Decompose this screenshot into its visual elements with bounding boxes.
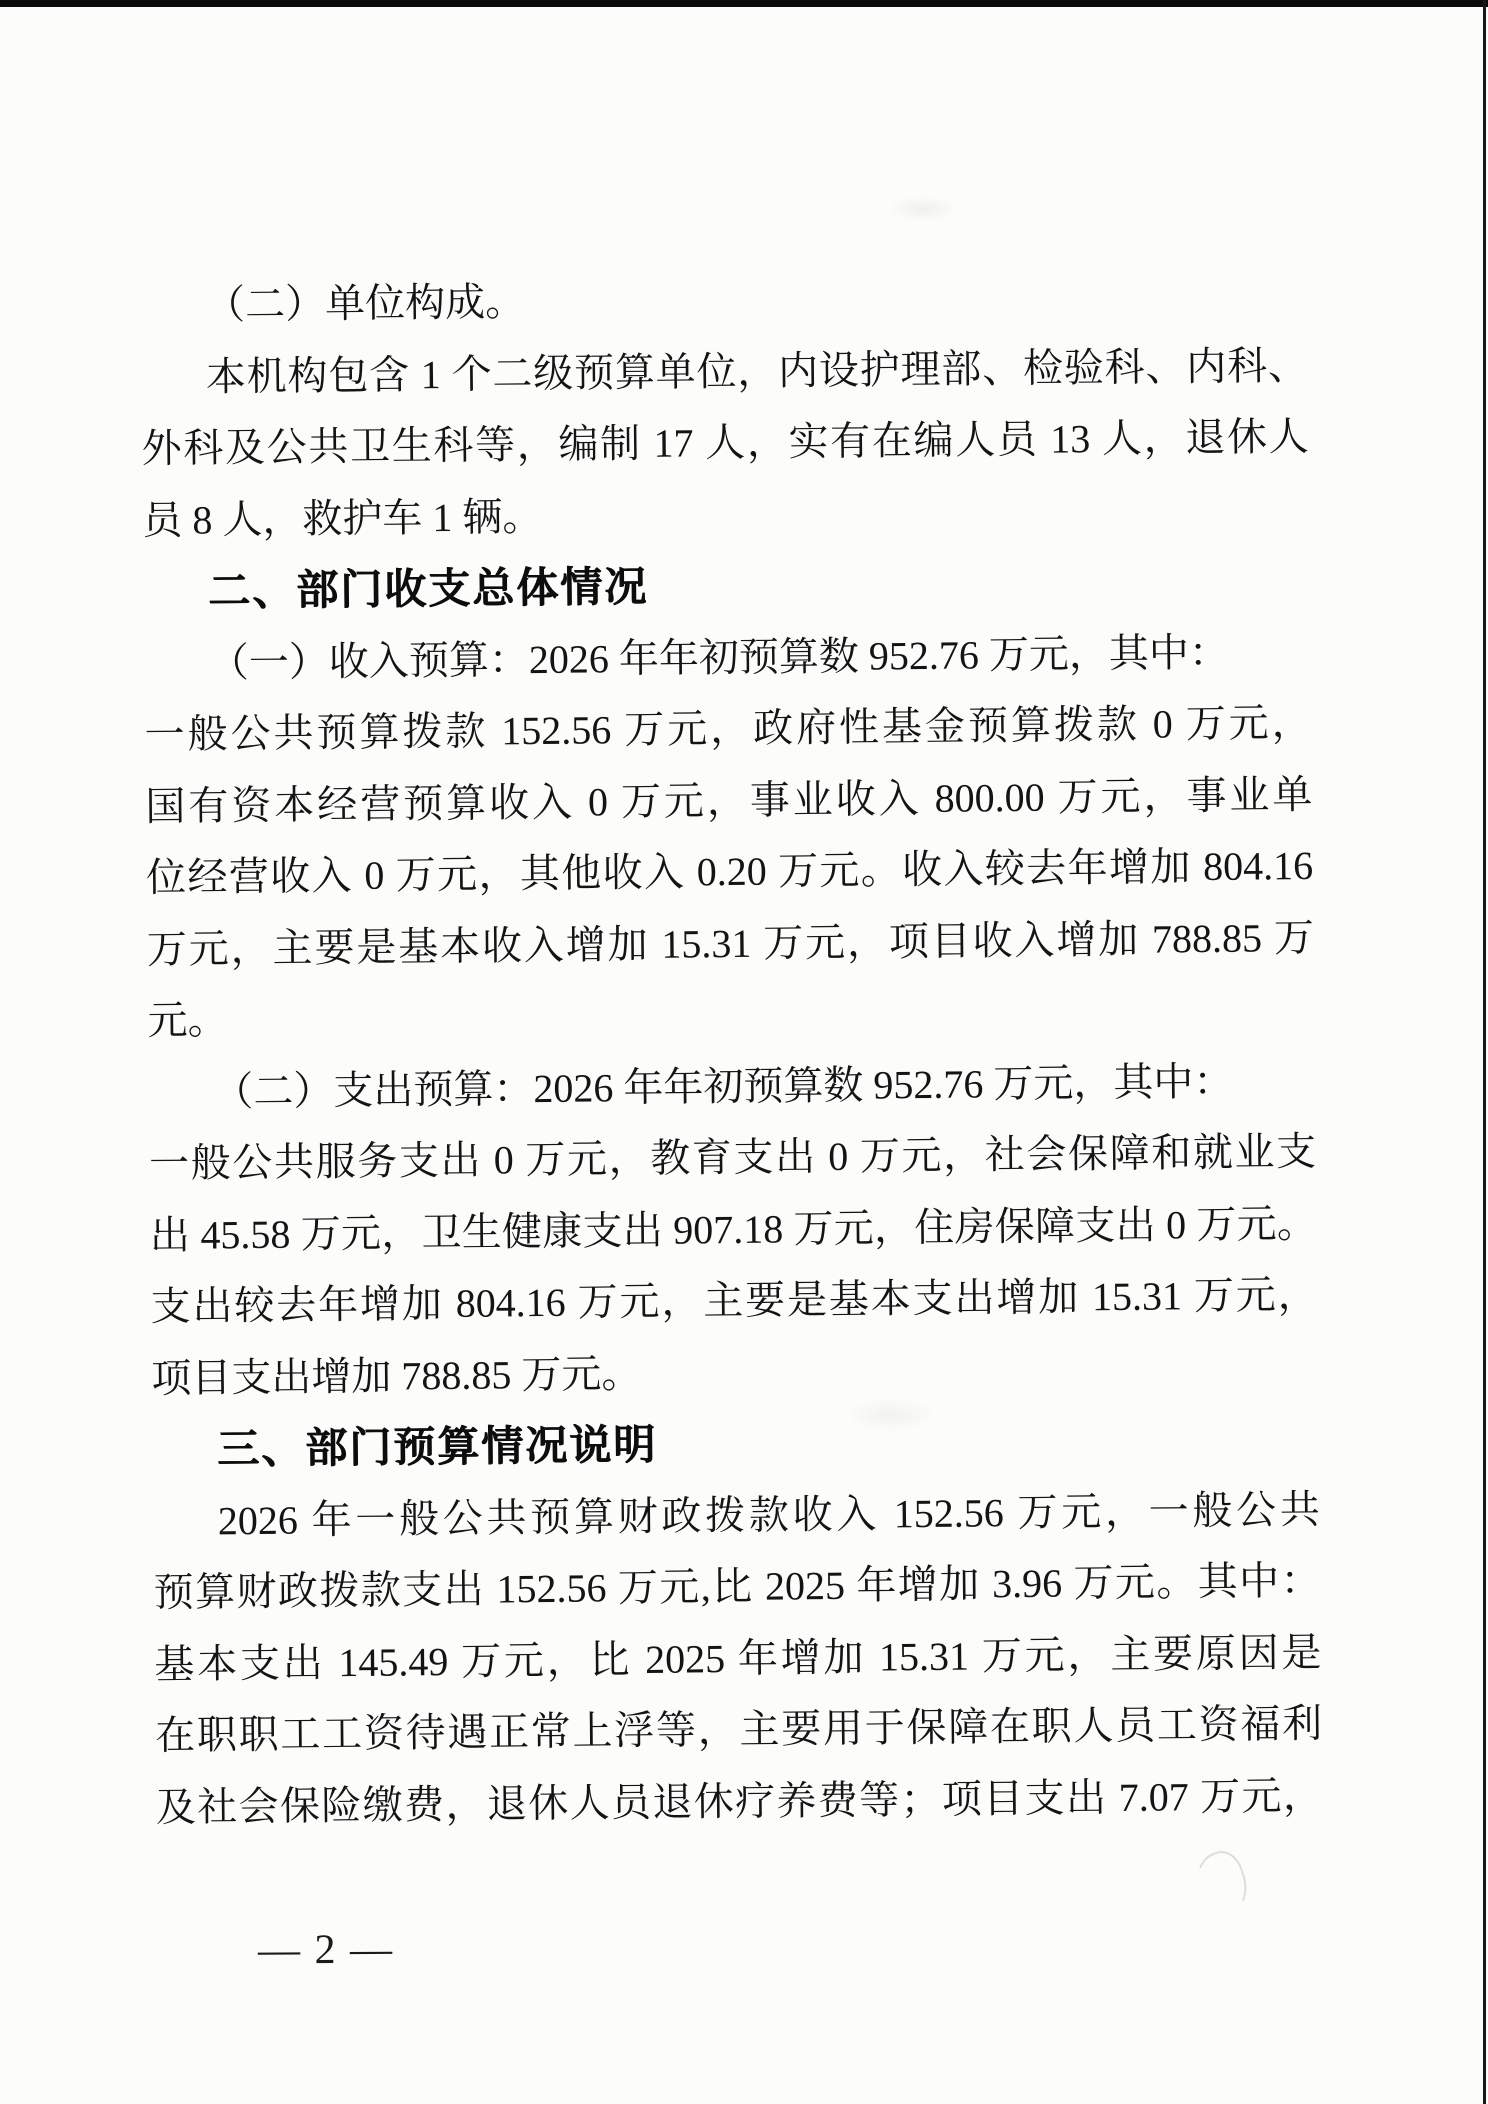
text-line: 本机构包含 1 个二级预算单位，内设护理部、检验科、内科、 bbox=[205, 342, 1309, 399]
text-line: （二）支出预算：2026 年年初预算数 952.76 万元，其中： bbox=[213, 1058, 1234, 1114]
text-line: 及社会保险缴费，退休人员退休疗养费等；项目支出 7.07 万元， bbox=[155, 1772, 1324, 1830]
text-line: 外科及公共卫生科等，编制 17 人，实有在编人员 13 人，退休人 bbox=[141, 413, 1309, 472]
scan-edge-right-line bbox=[1483, 0, 1486, 2104]
text-line: 一般公共预算拨款 152.56 万元，政府性基金预算拨款 0 万元， bbox=[144, 699, 1312, 758]
text-line: 一般公共服务支出 0 万元，教育支出 0 万元，社会保障和就业支 bbox=[148, 1128, 1317, 1187]
scan-edge-top-bar bbox=[0, 0, 1488, 7]
text-line: （二）单位构成。 bbox=[204, 279, 526, 328]
section-heading: 三、部门预算情况说明 bbox=[216, 1420, 658, 1473]
text-line: 项目支出增加 788.85 万元。 bbox=[151, 1350, 642, 1401]
text-line: 出 45.58 万元，卫生健康支出 907.18 万元，住房保障支出 0 万元。 bbox=[149, 1200, 1318, 1258]
scan-smudge bbox=[1187, 1846, 1254, 1922]
scan-smudge bbox=[888, 196, 958, 222]
text-line: 在职职工工资待遇正常上浮等，主要用于保障在职人员工资福利 bbox=[154, 1700, 1323, 1759]
text-line: 员 8 人，救护车 1 辆。 bbox=[142, 493, 543, 543]
text-line: 支出较去年增加 804.16 万元，主要是基本支出增加 15.31 万元， bbox=[150, 1271, 1318, 1330]
page-number: — 2 — bbox=[257, 1926, 395, 1974]
text-line: 基本支出 145.49 万元，比 2025 年增加 15.31 万元，主要原因是 bbox=[154, 1629, 1322, 1687]
text-line: 预算财政拨款支出 152.56 万元,比 2025 年增加 3.96 万元。其中： bbox=[153, 1557, 1321, 1616]
document-body bbox=[140, 258, 1323, 1843]
text-line: （一）收入预算：2026 年年初预算数 952.76 万元，其中： bbox=[208, 629, 1230, 685]
text-line: 2026 年一般公共预算财政拨款收入 152.56 万元，一般公共 bbox=[217, 1486, 1321, 1543]
text-line: 万元，主要是基本收入增加 15.31 万元，项目收入增加 788.85 万 bbox=[146, 914, 1315, 972]
section-heading: 二、部门收支总体情况 bbox=[207, 562, 649, 615]
text-line: 位经营收入 0 万元，其他收入 0.20 万元。收入较去年增加 804.16 bbox=[145, 842, 1314, 901]
text-line: 国有资本经营预算收入 0 万元，事业收入 800.00 万元，事业单 bbox=[145, 771, 1313, 829]
text-line: 元。 bbox=[147, 997, 228, 1044]
